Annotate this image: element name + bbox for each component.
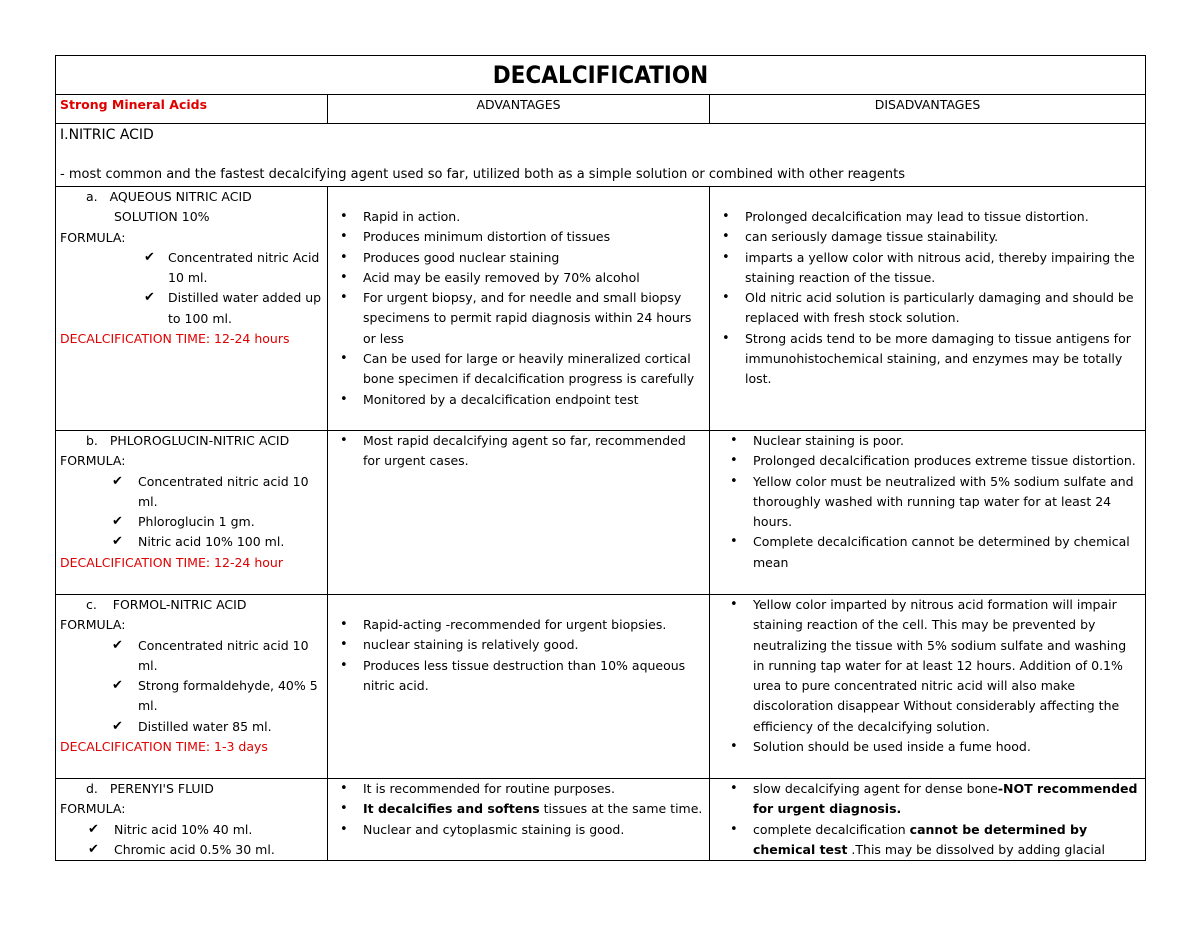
section-title: I.NITRIC ACID (60, 127, 154, 143)
list-item: • It is recommended for routine purposes. (332, 779, 705, 799)
list-item: • imparts a yellow color with nitrous acid, thereby impairing the staining reaction of the tissue. (714, 248, 1141, 289)
list-item: • Nuclear staining is poor. (722, 431, 1141, 451)
decalcification-time: DECALCIFICATION TIME: 12-24 hours (60, 331, 290, 347)
list-item: • Nuclear and cytoplasmic staining is good. (332, 820, 705, 840)
list-item: • It decalcifies and softens tissues at the same time. (332, 799, 705, 819)
list-item: • Most rapid decalcifying agent so far, recommended for urgent cases. (332, 431, 705, 472)
acid-name-line2: SOLUTION 10% (114, 209, 210, 225)
advantages-cell-b (328, 431, 710, 595)
header-disadvantages: DISADVANTAGES (710, 95, 1146, 124)
acid-cell-b (56, 431, 328, 595)
formula-label: FORMULA: (60, 453, 126, 469)
formula-item: ✔ Nitric acid 10% 100 ml. (60, 532, 323, 552)
checkmark-icon: ✔ (88, 841, 99, 857)
checkmark-icon: ✔ (112, 637, 123, 653)
list-item: • Yellow color imparted by nitrous acid formation will impair staining reaction of the cell. This may be prevented by neutralizing the tissue with 5% sodium sulfate and washing in running tap water for at least 12 hours. Addition of 0.1% urea to pure concentrated nitric acid will also make discoloration disappear Without considerably affecting the efficiency of the decalcifying solution. (722, 595, 1141, 737)
decalcification-time: DECALCIFICATION TIME: 1-3 days (60, 739, 268, 755)
formula-list (60, 820, 323, 860)
section-cell (56, 124, 1146, 187)
advantages-cell-c (328, 595, 710, 779)
list-item: • can seriously damage tissue stainability. (714, 227, 1141, 247)
list-item: • complete decalcification cannot be determined by chemical test .This may be dissolved by adding glacial (722, 820, 1141, 860)
checkmark-icon: ✔ (144, 249, 155, 265)
formula-item: ✔ Strong formaldehyde, 40% 5 ml. (112, 678, 318, 714)
acid-name: PERENYI'S FLUID (109, 781, 214, 796)
acid-cell-d (56, 779, 328, 861)
acid-letter: b. (86, 433, 98, 448)
disadvantages-list (714, 595, 1141, 757)
disadvantages-list (714, 431, 1141, 573)
acid-name: FORMOL-NITRIC ACID (112, 597, 247, 612)
formula-item: ✔ Distilled water 85 ml. (60, 717, 323, 737)
decalcification-time: DECALCIFICATION TIME: 12-24 hour (60, 554, 283, 570)
advantages-list (332, 207, 705, 410)
disadvantages-cell-a (710, 187, 1146, 431)
disadvantages-list (714, 779, 1141, 860)
formula-label: FORMULA: (60, 801, 126, 817)
formula-label: FORMULA: (60, 617, 126, 633)
formula-list (60, 472, 323, 553)
formula-item: ✔ Concentrated nitric Acid 10 ml. (144, 249, 320, 286)
acid-name: PHLOROGLUCIN-NITRIC ACID (109, 433, 290, 448)
list-item: • slow decalcifying agent for dense bone-NOT recommended for urgent diagnosis. (722, 779, 1141, 820)
checkmark-icon: ✔ (144, 290, 155, 306)
list-item: • Monitored by a decalcification endpoint test (332, 390, 705, 410)
advantages-cell-d (328, 779, 710, 861)
acid-cell-a (56, 187, 328, 431)
disadvantages-cell-b (710, 431, 1146, 595)
advantages-list (332, 615, 705, 696)
header-advantages: ADVANTAGES (328, 95, 710, 124)
document-title: DECALCIFICATION (492, 60, 709, 89)
advantages-list (332, 779, 705, 840)
list-item: • Old nitric acid solution is particularly damaging and should be replaced with fresh stock solution. (714, 288, 1141, 329)
formula-item: ✔ Phloroglucin 1 gm. (60, 512, 323, 532)
checkmark-icon: ✔ (112, 534, 123, 550)
list-item: • For urgent biopsy, and for needle and small biopsy specimens to permit rapid diagnosis within 24 hours or less (332, 288, 705, 349)
acid-cell-c (56, 595, 328, 779)
formula-item: ✔ Concentrated nitric acid 10 ml. (112, 637, 309, 673)
acid-name: AQUEOUS NITRIC ACID (109, 189, 252, 204)
list-item: • nuclear staining is relatively good. (332, 635, 705, 655)
formula-list (60, 248, 323, 329)
checkmark-icon: ✔ (112, 514, 123, 530)
title-cell (56, 56, 1146, 95)
formula-item: ✔ Chromic acid 0.5% 30 ml. (60, 840, 323, 860)
list-item: • Acid may be easily removed by 70% alcohol (332, 268, 705, 288)
list-item: • Complete decalcification cannot be determined by chemical mean (722, 532, 1141, 573)
acid-letter: d. (86, 781, 98, 796)
list-item: • Yellow color must be neutralized with 5% sodium sulfate and thoroughly washed with running tap water for at least 24 hours. (722, 472, 1141, 533)
acid-letter: a. (86, 189, 98, 204)
formula-item: ✔ Distilled water added up to 100 ml. (144, 290, 322, 326)
advantages-cell-a (328, 187, 710, 431)
formula-item: ✔ Concentrated nitric acid 10 ml. (112, 473, 309, 509)
formula-label: FORMULA: (60, 229, 126, 245)
header-acids: Strong Mineral Acids (56, 95, 328, 124)
checkmark-icon: ✔ (88, 821, 99, 837)
disadvantages-cell-d (710, 779, 1146, 861)
acid-letter: c. (86, 597, 97, 612)
list-item: • Rapid-acting -recommended for urgent biopsies. (332, 615, 705, 635)
decalcification-table (55, 55, 1146, 861)
list-item: • Produces minimum distortion of tissues (332, 227, 705, 247)
list-item: • Produces less tissue destruction than 10% aqueous nitric acid. (332, 656, 705, 697)
list-item: • Strong acids tend to be more damaging to tissue antigens for immunohistochemical staining, and enzymes may be totally lost. (714, 329, 1141, 390)
checkmark-icon: ✔ (112, 473, 123, 489)
section-description: - most common and the fastest decalcifying agent used so far, utilized both as a simple solution or combined with other reagents (60, 167, 905, 183)
list-item: • Solution should be used inside a fume hood. (722, 737, 1141, 757)
list-item: • Produces good nuclear staining (332, 248, 705, 268)
formula-item: ✔ Nitric acid 10% 40 ml. (60, 820, 323, 840)
disadvantages-cell-c (710, 595, 1146, 779)
disadvantages-list (714, 207, 1141, 390)
list-item: • Rapid in action. (332, 207, 705, 227)
checkmark-icon: ✔ (112, 718, 123, 734)
list-item: • Prolonged decalcification produces extreme tissue distortion. (722, 451, 1141, 471)
advantages-list (332, 431, 705, 472)
formula-list (60, 636, 323, 737)
checkmark-icon: ✔ (112, 678, 123, 694)
list-item: • Prolonged decalcification may lead to tissue distortion. (714, 207, 1141, 227)
list-item: • Can be used for large or heavily mineralized cortical bone specimen if decalcification progress is carefully (332, 349, 705, 390)
